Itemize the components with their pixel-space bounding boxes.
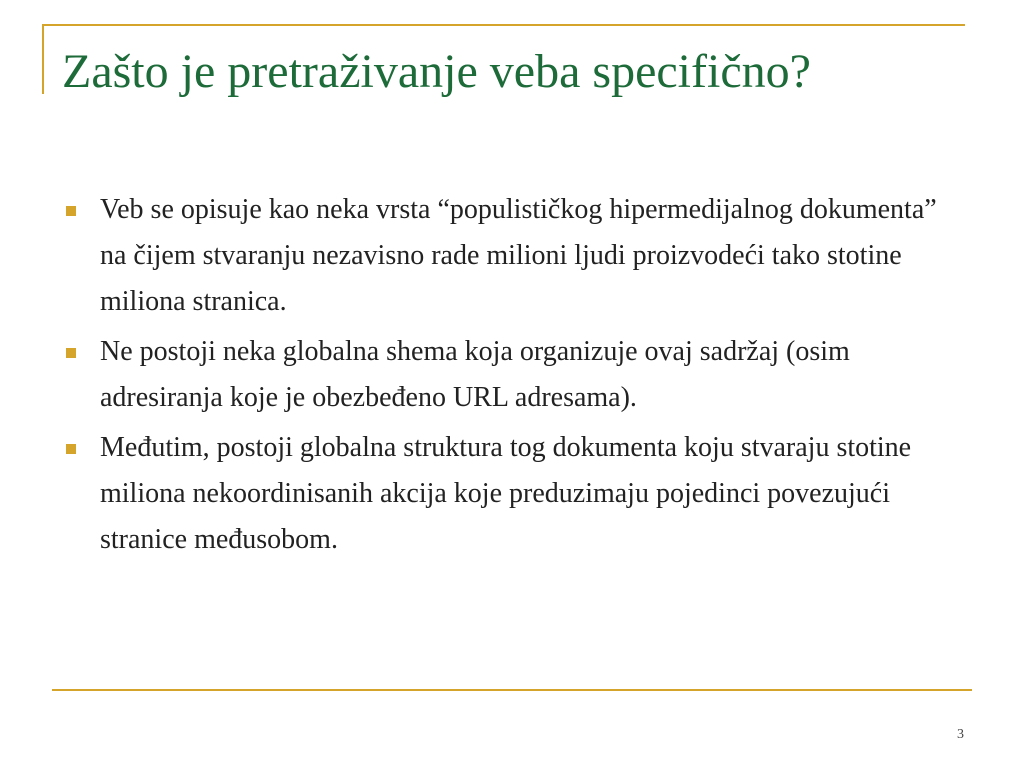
bullet-text: Veb se opisuje kao neka vrsta “populističkog hipermedijalnog dokumenta” na čijem stvaranju nezavisno rade milioni ljudi proizvodeći tako stotine miliona stranica.: [100, 194, 937, 317]
frame-top-rule: [42, 24, 965, 26]
square-bullet-icon: [66, 348, 76, 358]
footer-divider: [52, 689, 972, 691]
bullet-item: [62, 187, 962, 325]
page-number: 3: [957, 727, 964, 742]
square-bullet-icon: [66, 444, 76, 454]
bullet-text: Međutim, postoji globalna struktura tog dokumenta koju stvaraju stotine miliona nekoordinisanih akcija koje preduzimaju pojedinci povezujući stranice međusobom.: [100, 432, 912, 555]
bullet-item: [62, 425, 962, 563]
bullet-item: [62, 329, 962, 421]
bullet-text: Ne postoji neka globalna shema koja organizuje ovaj sadržaj (osim adresiranja koje je obezbeđeno URL adresama).: [100, 336, 850, 413]
frame-left-rule: [42, 24, 44, 94]
square-bullet-icon: [66, 206, 76, 216]
slide-title: Zašto je pretraživanje veba specifično?: [62, 45, 811, 98]
bullet-list: [62, 187, 962, 567]
